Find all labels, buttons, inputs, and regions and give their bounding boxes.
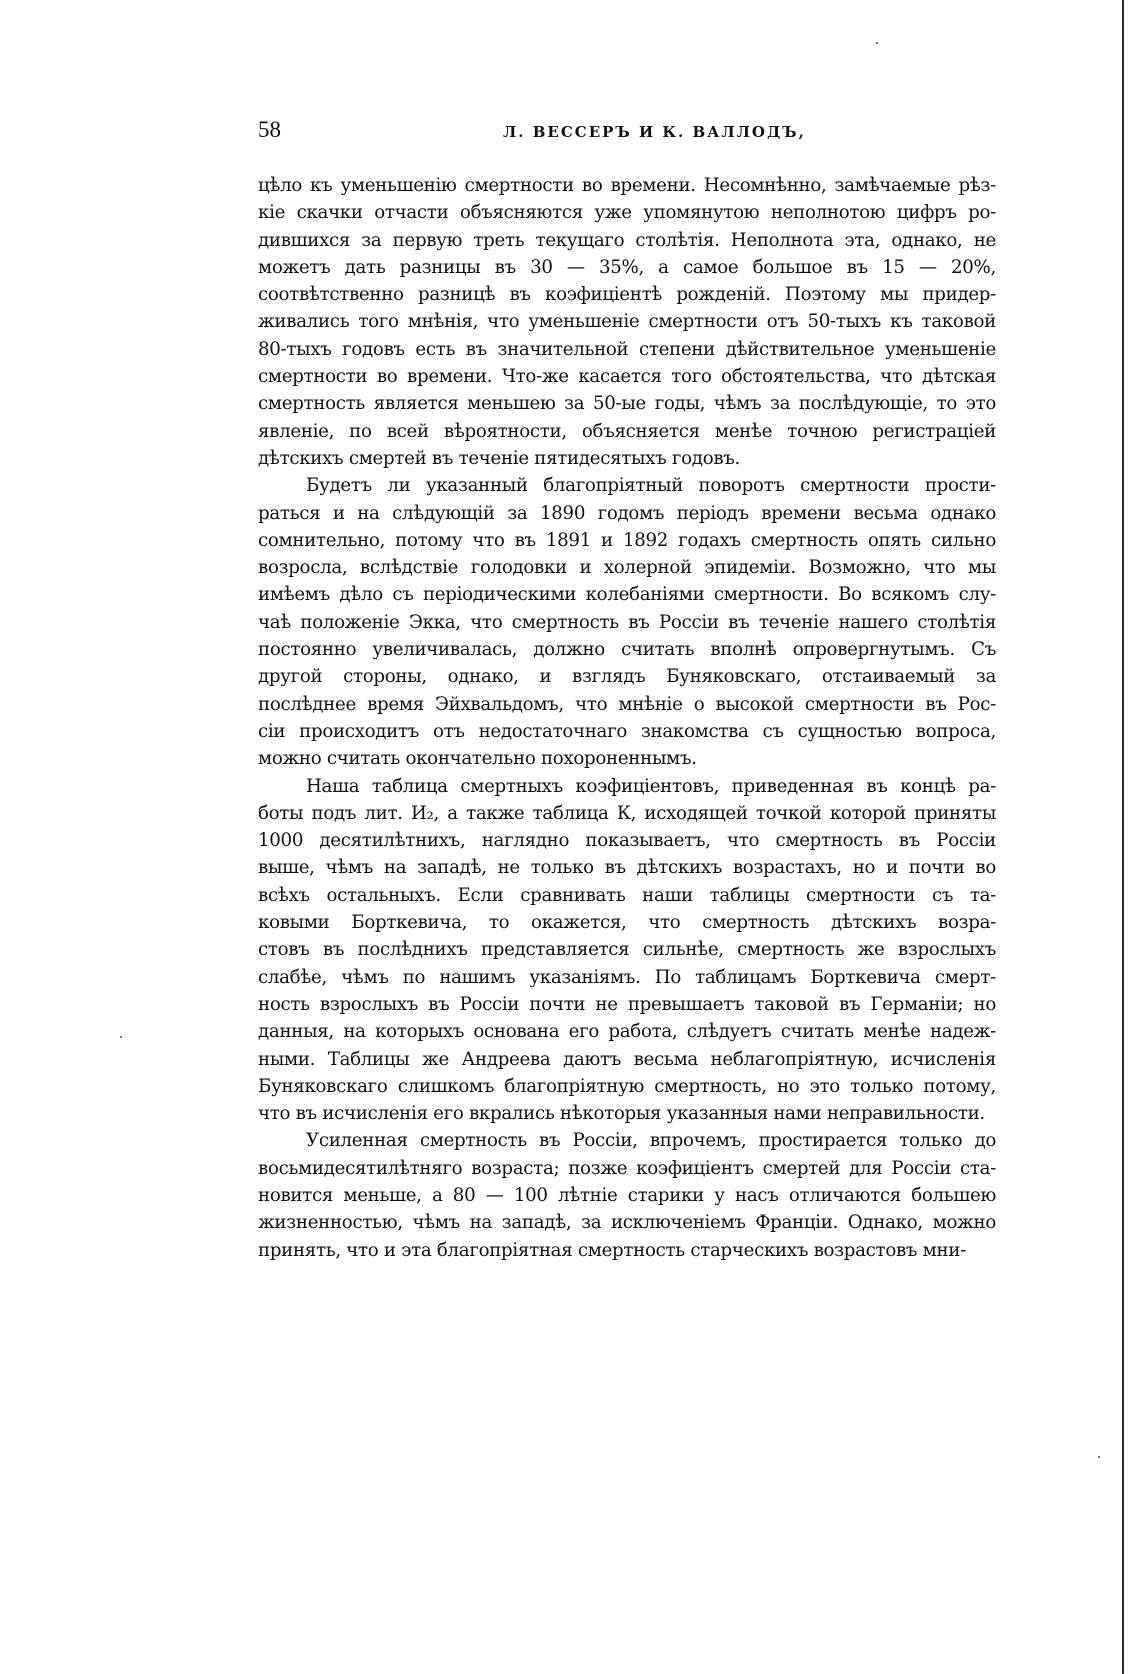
page-header (258, 116, 994, 156)
text-line: раться и на слѣдующій за 1890 годомъ періодъ времени весьма однако (258, 502, 996, 524)
text-line: 80-тыхъ годовъ есть въ значительной степени дѣйствительное уменьшеніе (258, 338, 996, 360)
text-line: смертности во времени. Что-же касается того обстоятельства, что дѣтская (258, 366, 996, 388)
ink-speck (876, 42, 878, 44)
text-line: дившихся за первую треть текущаго столѣтія. Неполнота эта, однако, не (258, 229, 996, 251)
text-line: Усиленная смертность въ Россіи, впрочемъ, простирается только до (306, 1130, 996, 1152)
text-line: чаѣ положеніе Экка, что смертность въ Россіи въ теченіе нашего столѣтія (258, 611, 996, 633)
text-line: выше, чѣмъ на западѣ, не только въ дѣтскихъ возрастахъ, но и почти во (258, 857, 996, 879)
ink-speck (120, 1036, 122, 1038)
text-line: Наша таблица смертныхъ коэфиціентовъ, приведенная въ концѣ ра- (306, 775, 996, 797)
body-text (258, 172, 996, 1264)
text-line: имѣемъ дѣло съ періодическими колебаніями смертности. Во всякомъ слу- (258, 584, 996, 606)
text-line: всѣхъ остальныхъ. Если сравнивать наши таблицы смертности съ та- (258, 884, 996, 906)
text-line: восьмидесятилѣтняго возраста; позже коэфиціентъ смертей для Россіи ста- (258, 1157, 996, 1179)
text-line: кіе скачки отчасти объясняются уже упомянутою неполнотою цифръ ро- (258, 202, 996, 224)
page-edge-line (1122, 0, 1124, 1674)
running-head: Л. ВЕССЕРЪ И К. ВАЛЛОДЪ, (503, 123, 806, 141)
text-line: стовъ въ послѣднихъ представляется сильнѣе, смертность же взрослыхъ (258, 939, 996, 961)
text-line: соотвѣтственно разницѣ въ коэфиціентѣ рожденій. Поэтому мы придер- (258, 284, 996, 306)
text-line: ными. Таблицы же Андреева даютъ весьма неблагопріятную, исчисленія (258, 1048, 996, 1070)
text-line: Буняковскаго слишкомъ благопріятную смертность, но это только потому, (258, 1075, 996, 1097)
text-line: ковыми Борткевича, то окажется, что смертность дѣтскихъ возра- (258, 912, 996, 934)
text-line: можетъ дать разницы въ 30 — 35%, а самое большое въ 15 — 20%, (258, 256, 996, 278)
text-line: ность взрослыхъ въ Россіи почти не превышаетъ таковой въ Германіи; но (258, 993, 996, 1015)
text-line: что въ исчисленія его вкрались нѣкоторыя указанныя нами неправильности. (258, 1103, 985, 1125)
text-line: Будетъ ли указанный благопріятный поворотъ смертности прости- (306, 475, 996, 497)
text-line: жизненностью, чѣмъ на западѣ, за исключеніемъ Франціи. Однако, можно (258, 1212, 996, 1234)
paragraph (258, 1127, 996, 1263)
text-line: можно считать окончательно похороненнымъ. (258, 748, 697, 770)
text-line: постоянно увеличивалась, должно считать вполнѣ опровергнутымъ. Съ (258, 639, 996, 661)
text-line: возросла, вслѣдствіе голодовки и холерной эпидеміи. Возможно, что мы (258, 557, 996, 579)
text-line: сомнительно, потому что въ 1891 и 1892 годахъ смертность опять сильно (258, 529, 996, 551)
text-line: дѣтскихъ смертей въ теченіе пятидесятыхъ годовъ. (258, 447, 741, 469)
paragraph (258, 472, 996, 772)
text-line: цѣло къ уменьшенію смертности во времени. Несомнѣнно, замѣчаемые рѣз- (258, 175, 996, 196)
ink-speck (1098, 1456, 1100, 1458)
text-line: послѣднее время Эйхвальдомъ, что мнѣніе о высокой смертности въ Рос- (258, 693, 996, 715)
text-line: 1000 десятилѣтнихъ, наглядно показываетъ, что смертность въ Россіи (258, 830, 996, 852)
text-line: сіи происходитъ отъ недостаточнаго знакомства съ сущностью вопроса, (258, 720, 996, 742)
text-line: данныя, на которыхъ основана его работа, слѣдуетъ считать менѣе надеж- (258, 1021, 996, 1043)
page-number: 58 (258, 117, 281, 142)
text-line: боты подъ лит. И₂, а также таблица К, исходящей точкой которой приняты (258, 802, 996, 824)
text-line: живались того мнѣнія, что уменьшеніе смертности отъ 50-тыхъ къ таковой (258, 311, 996, 333)
text-line: принять, что и эта благопріятная смертность старческихъ возрастовъ мни- (258, 1239, 966, 1261)
text-line: смертность является меньшею за 50-ые годы, чѣмъ за послѣдующіе, то это (258, 393, 996, 415)
text-line: явленіе, по всей вѣроятности, объясняется менѣе точною регистраціей (258, 420, 996, 442)
paragraph (258, 172, 996, 472)
text-line: новится меньше, а 80 — 100 лѣтніе старики у насъ отличаются большею (258, 1184, 996, 1206)
text-line: другой стороны, однако, и взглядъ Буняковскаго, отстаиваемый за (258, 666, 996, 688)
paragraph (258, 773, 996, 1128)
text-line: слабѣе, чѣмъ по нашимъ указаніямъ. По таблицамъ Борткевича смерт- (258, 966, 996, 988)
